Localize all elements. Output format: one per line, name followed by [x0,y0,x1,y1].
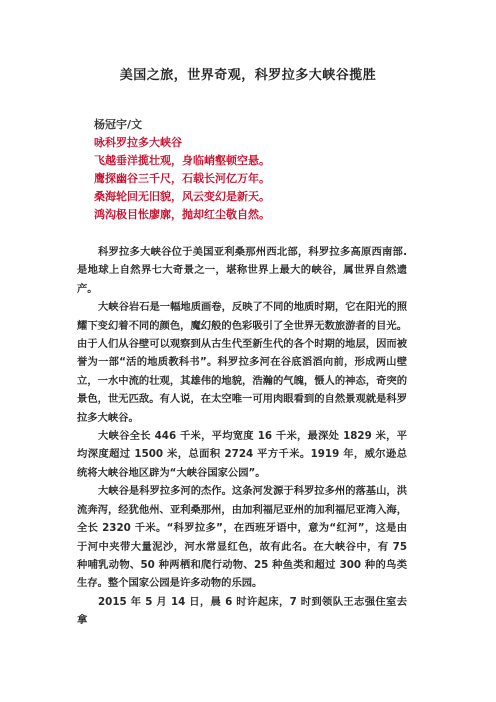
poem-line: 鹰探幽谷三千尺，石载长河亿万年。 [94,172,270,185]
paragraph: 大峡谷岩石是一幅地质画卷，反映了不同的地质时期，它在阳光的照耀下变幻着不同的颜色，魔幻般的色彩吸引了全世界无数旅游者的目光。由于人们从谷壁可以观察到从古生代至新生代的各个时期的地层，因而被誉为一部“活的地质教科书”。科罗拉多河在谷底滔滔向前，形成两山壁立，一水中流的壮观，其雄伟的地貌，浩瀚的气魄，慑人的神态，奇突的景色，世无匹敌。有人说，在太空唯一可用肉眼看到的自然景观就是科罗拉多大峡谷。 [77,301,407,424]
poem-line: 飞越垂洋揽壮观，身临峭壑顿空悬。 [94,154,270,167]
poem-line: 桑海轮回无旧貌，风云变幻是新天。 [94,190,270,203]
paragraph: 科罗拉多大峡谷位于美国亚利桑那州西北部，科罗拉多高原西南部.是地球上自然界七大奇景之一，堪称世界上最大的峡谷，属世界自然遗产。 [77,246,407,295]
article-body [77,243,407,630]
poem [94,134,270,224]
author-byline: 杨冠宇/文 [94,118,143,131]
paragraph: 大峡谷是科罗拉多河的杰作。这条河发源于科罗拉多州的落基山，洪流奔泻，经犹他州、亚利桑那州，由加利福尼亚州的加利福尼亚湾入海，全长 2320 千米。“科罗拉多”，在西班牙语中，意为“红河”，这是由于河中夹带大量泥沙，河水常显红色，故有此名。在大峡谷中，有 75 种哺乳动物、50 种两栖和爬行动物、25 种鱼类和超过 300 种的鸟类生存。整个国家公园是许多动物的乐园。 [77,485,407,590]
paragraph: 大峡谷全长 446 千米，平均宽度 16 千米，最深处 1829 米，平均深度超过 1500 米，总面积 2724 平方千米。1919 年，威尔逊总统将大峡谷地区辟为“大峡谷国家公园”。 [77,430,407,479]
document-title: 美国之旅，世界奇观，科罗拉多大峡谷揽胜 [119,68,377,83]
poem-title: 咏科罗拉多大峡谷 [94,136,182,149]
paragraph: 2015 年 5 月 14 日，晨 6 时许起床，7 时到领队王志强住室去拿 [77,595,407,627]
poem-line: 鸿沟极目怅廖廓，抛却红尘敬自然。 [94,208,270,221]
